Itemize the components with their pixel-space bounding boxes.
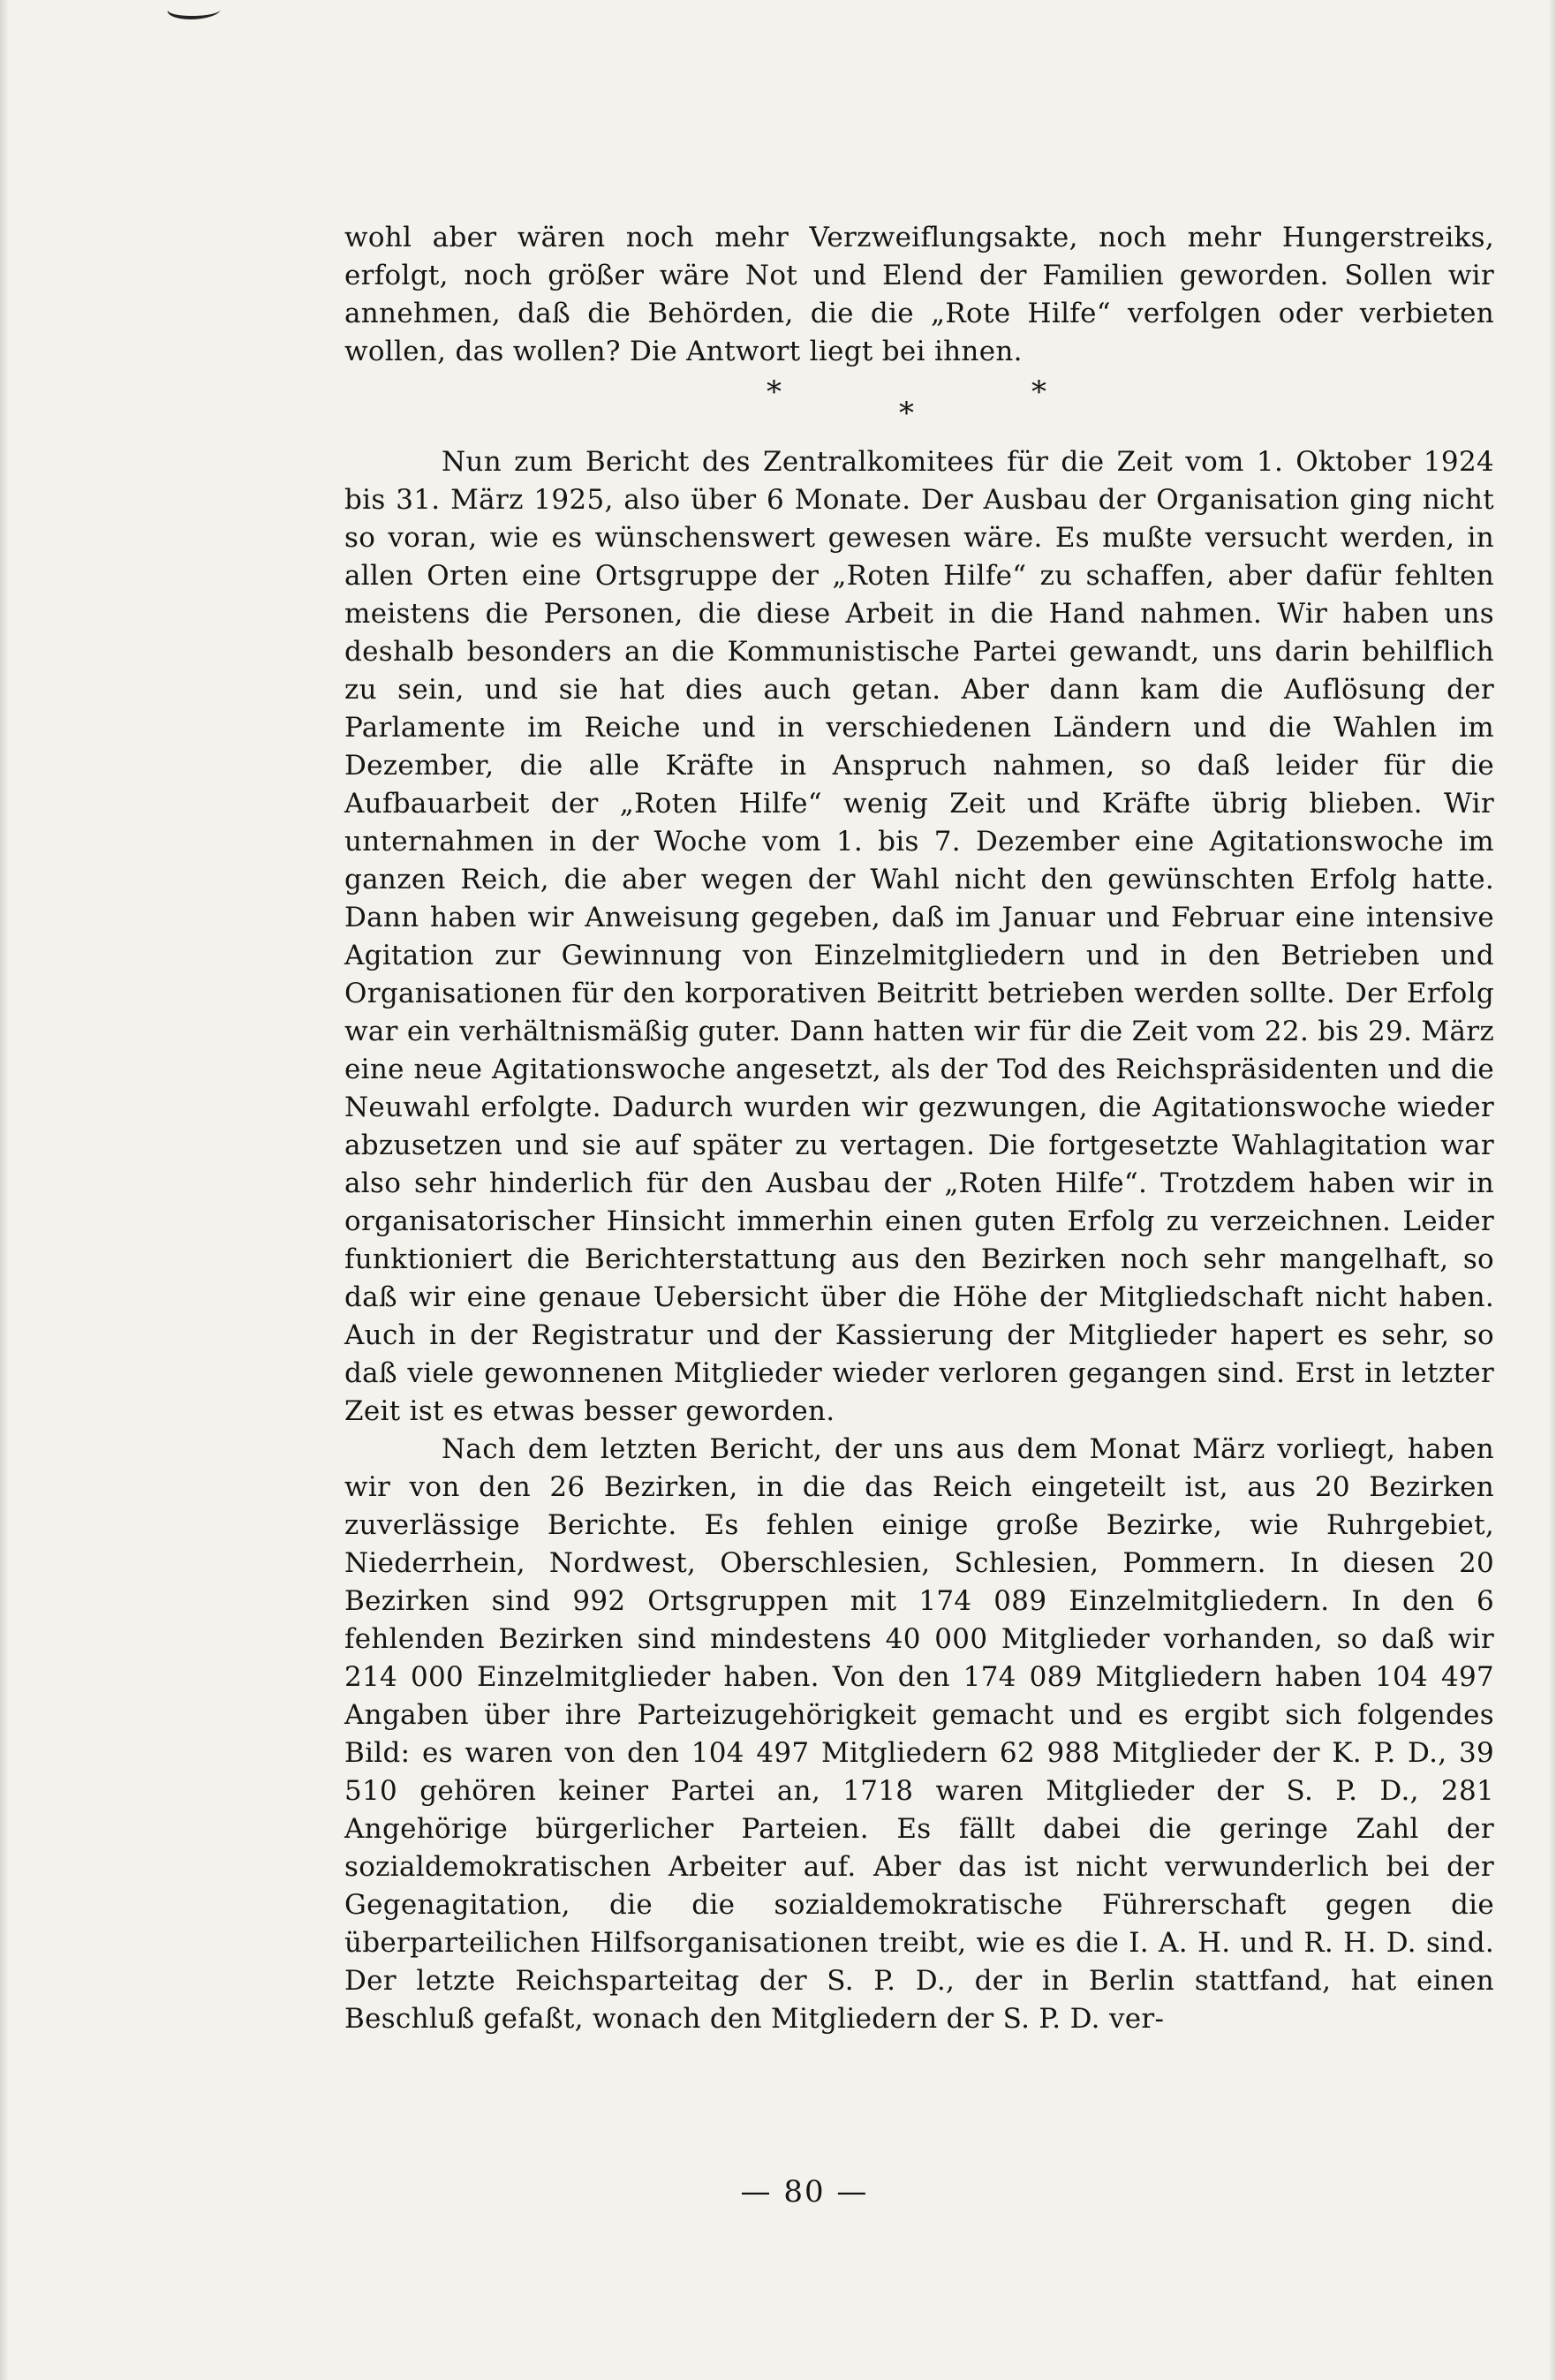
paragraph-1: wohl aber wären noch mehr Verzweiflungsakte, noch mehr Hungerstreiks, erfolgt, noch größer wäre Not und Elend der Familien geworden. Sollen wir annehmen, daß die Behörden, die die „Rote Hilfe“ verfolgen oder verbieten wollen, das wollen? Die Antwort liegt bei ihnen.: [344, 222, 1494, 367]
separator-star-2: *: [899, 396, 914, 431]
paragraph-3: Nach dem letzten Bericht, der uns aus dem Monat März vorliegt, haben wir von den 26 Bezirken, in die das Reich eingeteilt ist, aus 20 Bezirken zuverlässige Berichte. Es fehlen einige große Bezirke, wie Ruhrgebiet, Niederrhein, Nordwest, Oberschlesien, Schlesien, Pommern. In diesen 20 Bezirken sind 992 Ortsgruppen mit 174 089 Einzelmitgliedern. In den 6 fehlenden Bezirken sind mindestens 40 000 Mitglieder vorhanden, so daß wir 214 000 Einzelmitglieder haben. Von den 174 089 Mitgliedern haben 104 497 Angaben über ihre Parteizugehörigkeit gemacht und es ergibt sich folgendes Bild: es waren von den 104 497 Mitgliedern 62 988 Mitglieder der K. P. D., 39 510 gehören keiner Partei an, 1718 waren Mitglieder der S. P. D., 281 Angehörige bürgerlicher Parteien. Es fällt dabei die geringe Zahl der sozialdemokratischen Arbeiter auf. Aber das ist nicht verwunderlich bei der Gegenagitation, die die sozialdemokratische Führerschaft gegen die überparteilichen Hilfsorganisationen treibt, wie es die I. A. H. und R. H. D. sind. Der letzte Reichsparteitag der S. P. D., der in Berlin stattfand, hat einen Beschluß gefaßt, wonach den Mitgliedern der S. P. D. ver-: [344, 1433, 1494, 2035]
scan-corner-mark: [164, 0, 224, 19]
separator-star-1: *: [767, 374, 782, 410]
page-left-edge: [0, 0, 9, 2380]
page-number: — 80 —: [740, 2174, 869, 2210]
page-right-edge: [1549, 0, 1556, 2380]
section-separator: [344, 371, 1494, 443]
paragraph-2: Nun zum Bericht des Zentralkomitees für die Zeit vom 1. Oktober 1924 bis 31. März 1925, also über 6 Monate. Der Ausbau der Organisation ging nicht so voran, wie es wünschenswert gewesen wäre. Es mußte versucht werden, in allen Orten eine Ortsgruppe der „Roten Hilfe“ zu schaffen, aber dafür fehlten meistens die Personen, die diese Arbeit in die Hand nahmen. Wir haben uns deshalb besonders an die Kommunistische Partei gewandt, uns darin behilflich zu sein, und sie hat dies auch getan. Aber dann kam die Auflösung der Parlamente im Reiche und in verschiedenen Ländern und die Wahlen im Dezember, die alle Kräfte in Anspruch nahmen, so daß leider für die Aufbauarbeit der „Roten Hilfe“ wenig Zeit und Kräfte übrig blieben. Wir unternahmen in der Woche vom 1. bis 7. Dezember eine Agitationswoche im ganzen Reich, die aber wegen der Wahl nicht den gewünschten Erfolg hatte. Dann haben wir Anweisung gegeben, daß im Januar und Februar eine intensive Agitation zur Gewinnung von Einzelmitgliedern und in den Betrieben und Organisationen für den korporativen Beitritt betrieben werden sollte. Der Erfolg war ein verhältnismäßig guter. Dann hatten wir für die Zeit vom 22. bis 29. März eine neue Agitationswoche angesetzt, als der Tod des Reichspräsidenten und die Neuwahl erfolgte. Dadurch wurden wir gezwungen, die Agitationswoche wieder abzusetzen und sie auf später zu vertagen. Die fortgesetzte Wahlagitation war also sehr hinderlich für den Ausbau der „Roten Hilfe“. Trotzdem haben wir in organisatorischer Hinsicht immerhin einen guten Erfolg zu verzeichnen. Leider funktioniert die Berichterstattung aus den Bezirken noch sehr mangelhaft, so daß wir eine genaue Uebersicht über die Höhe der Mitgliedschaft nicht haben. Auch in der Registratur und der Kassierung der Mitglieder hapert es sehr, so daß viele gewonnenen Mitglieder wieder verloren gegangen sind. Erst in letzter Zeit ist es etwas besser geworden.: [344, 446, 1494, 1427]
main-text: [344, 219, 1494, 2038]
separator-star-3: *: [1031, 374, 1046, 410]
